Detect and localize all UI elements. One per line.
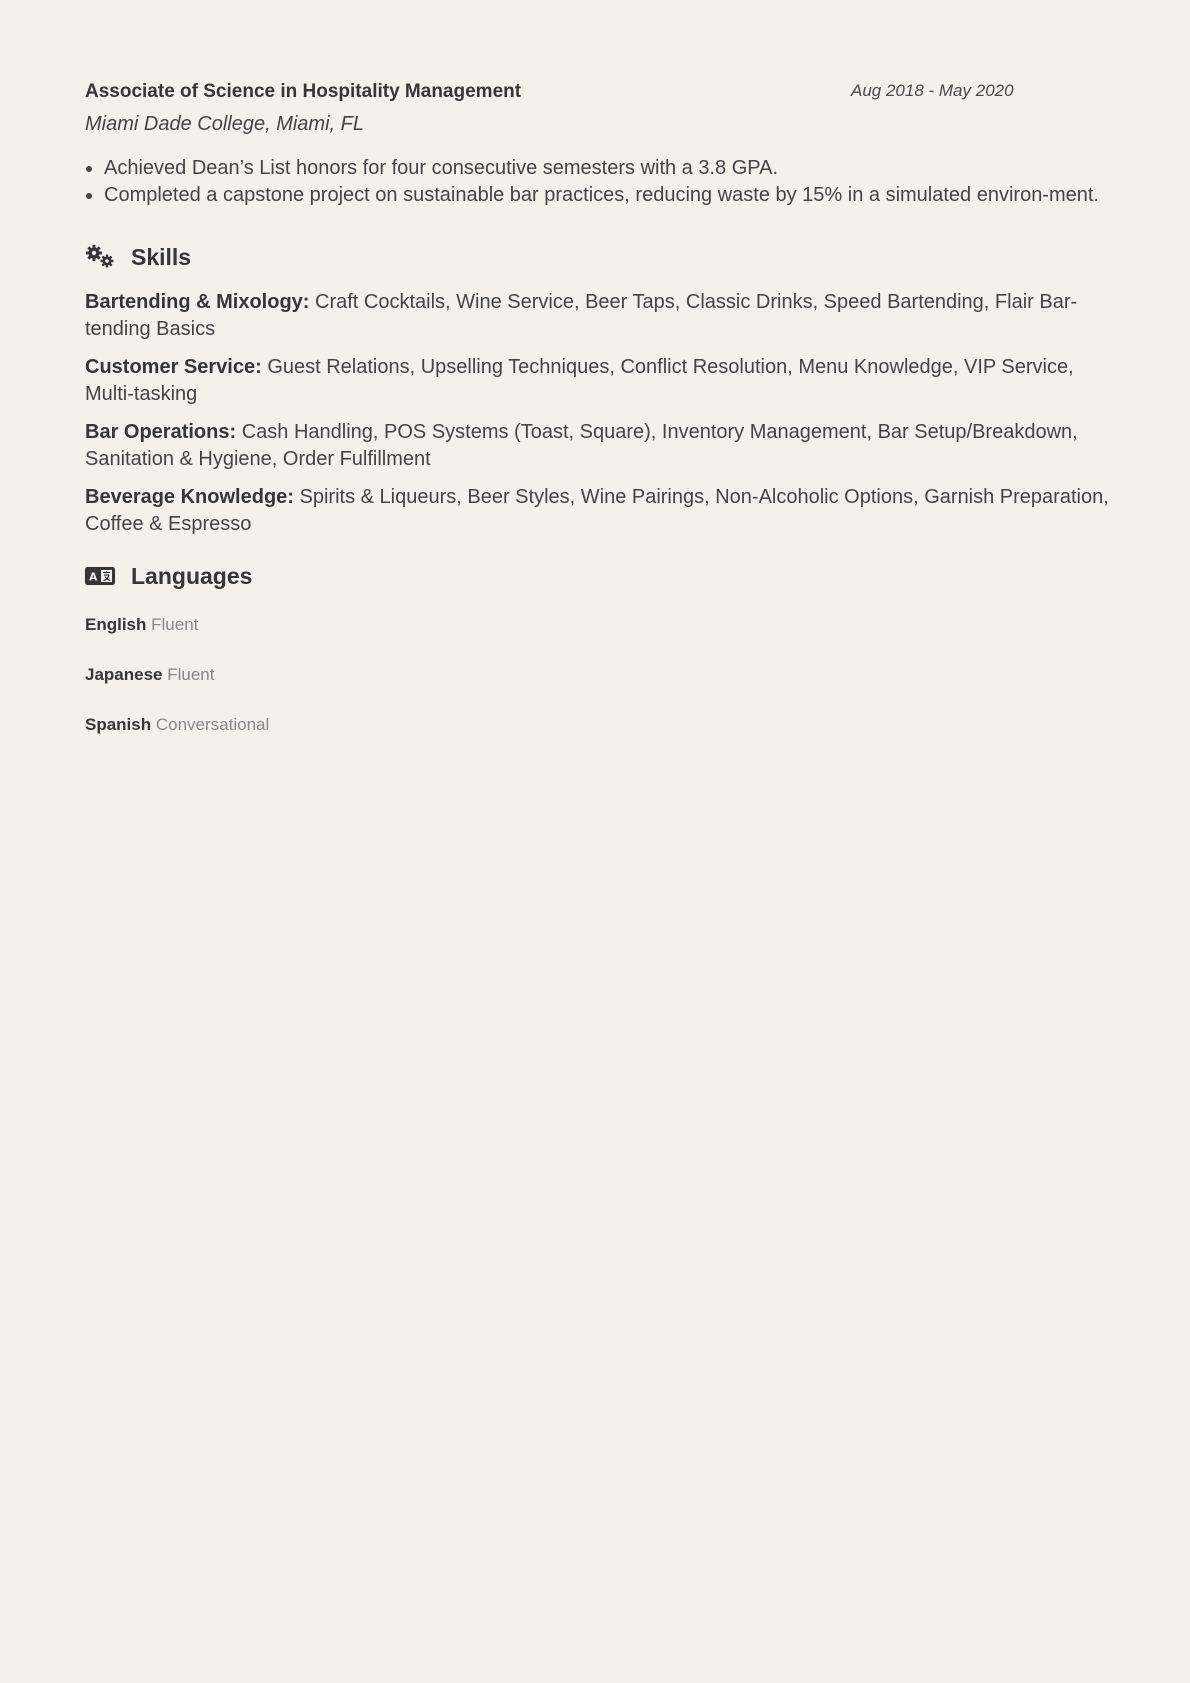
language-icon bbox=[85, 563, 115, 589]
languages-list bbox=[85, 612, 1110, 738]
skill-category: Beverage Knowledge: bbox=[85, 486, 294, 508]
language-row-spanish bbox=[85, 712, 1110, 738]
education-dates: Aug 2018 - May 2020 bbox=[851, 81, 1014, 100]
language-name: Japanese bbox=[85, 665, 163, 684]
language-row-japanese bbox=[85, 662, 1110, 688]
education-entry-header bbox=[85, 78, 1110, 108]
skills-list bbox=[85, 289, 1110, 538]
language-name: English bbox=[85, 615, 147, 634]
language-level: Fluent bbox=[151, 615, 199, 634]
svg-text:A: A bbox=[89, 571, 98, 584]
skill-category: Customer Service: bbox=[85, 356, 262, 378]
list-item: • Completed a capstone project on sustainable bar practices, reducing waste by 15% in a simulated environ-ment. bbox=[104, 182, 1110, 209]
languages-section-header bbox=[85, 560, 1110, 592]
list-item: • Achieved Dean’s List honors for four consecutive semesters with a 3.8 GPA. bbox=[104, 155, 1110, 182]
skill-values: Spirits & Liqueurs, Beer Styles, Wine Pairings, Non-Alcoholic Options, Garnish Preparation, Coffee & Espresso bbox=[85, 486, 1109, 535]
language-level: Conversational bbox=[155, 715, 270, 734]
skills-section-header bbox=[85, 241, 1110, 273]
skill-category: Bartending & Mixology: bbox=[85, 291, 310, 313]
skill-values: Craft Cocktails, Wine Service, Beer Taps, Classic Drinks, Speed Bartending, Flair Bar-tending Basics bbox=[85, 291, 1078, 340]
skills-section-title: Skills bbox=[131, 243, 192, 270]
language-row-english bbox=[85, 612, 1110, 638]
gears-icon bbox=[85, 244, 115, 270]
languages-section-title: Languages bbox=[131, 562, 253, 589]
resume-page bbox=[85, 78, 1110, 762]
skill-category: Bar Operations: bbox=[85, 421, 237, 443]
skill-values: Cash Handling, POS Systems (Toast, Square), Inventory Management, Bar Setup/Breakdown, Sanitation & Hygiene, Order Fulfillment bbox=[85, 421, 1078, 470]
education-bullets bbox=[85, 155, 1110, 209]
degree-title: Associate of Science in Hospitality Management bbox=[85, 81, 522, 102]
skill-row-beverage-knowledge bbox=[85, 484, 1110, 538]
skill-row-bar-operations bbox=[85, 419, 1110, 473]
school-name: Miami Dade College, Miami, FL bbox=[85, 113, 364, 135]
language-name: Spanish bbox=[85, 715, 152, 734]
skill-row-customer-service bbox=[85, 354, 1110, 408]
skill-row-bartending bbox=[85, 289, 1110, 343]
skill-values: Guest Relations, Upselling Techniques, Conflict Resolution, Menu Knowledge, VIP Service, Multi-tasking bbox=[85, 356, 1074, 405]
language-level: Fluent bbox=[167, 665, 215, 684]
